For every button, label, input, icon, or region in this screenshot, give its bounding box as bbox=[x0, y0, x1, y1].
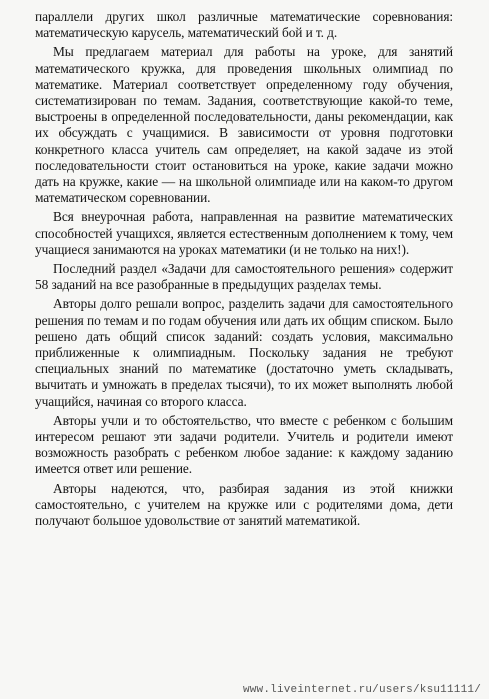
paragraph-3: Вся внеурочная работа, направленная на развитие математических способностей учащихся, является естественным дополнением к тому, чем учащиеся занимаются на уроках математики (и не только на них!). bbox=[35, 209, 453, 257]
watermark-url: www.liveinternet.ru/users/ksu11111/ bbox=[242, 684, 481, 696]
paragraph-6: Авторы учли и то обстоятельство, что вместе с ребенком с большим интересом решают эти задачи родители. Учитель и родители имеют возможность разобрать с ребенком любое задание: к каждому заданию имеется ответ или решение. bbox=[35, 412, 453, 477]
paragraph-1: параллели других школ различные математические соревнования: математическую карусель, математический бой и т. д. bbox=[35, 9, 453, 41]
paragraph-7: Авторы надеются, что, разбирая задания из этой книжки самостоятельно, с учителем на кружке или с родителями дома, дети получают большое удовольствие от занятий математикой. bbox=[35, 480, 453, 529]
paragraph-5: Авторы долго решали вопрос, разделить задачи для самостоятельного решения по темам и по годам обучения или дать их общим списком. Было решено дать общий список заданий: создать условия, максимально приближенные к олимпиадным. Поскольку задания не требуют специальных знаний по математике (достаточно уметь складывать, вычитать и умножать в пределах тысячи), то их может выполнять любой учащийся, начиная со второго класса. bbox=[35, 296, 453, 409]
paragraph-2: Мы предлагаем материал для работы на уроке, для занятий математического кружка, для проведения школьных олимпиад по математике. Материал соответствует определенному году обучения, систематизирован по темам. Задания, соответствующие какой-то теме, выстроены в определенной последовательности, даны рекомендации, как их обсуждать с учащимися. В зависимости от уровня подготовки конкретного класса учитель сам определяет, на какой задаче из этой последовательности стоит остановиться на уроке, какие задачи можно дать на кружке, какие — на школьной олимпиаде или на каком-то другом математическом соревновании. bbox=[35, 44, 453, 206]
paragraph-4: Последний раздел «Задачи для самостоятельного решения» содержит 58 заданий на все разобранные в предыдущих разделах темы. bbox=[35, 261, 453, 293]
body-text bbox=[35, 9, 453, 529]
